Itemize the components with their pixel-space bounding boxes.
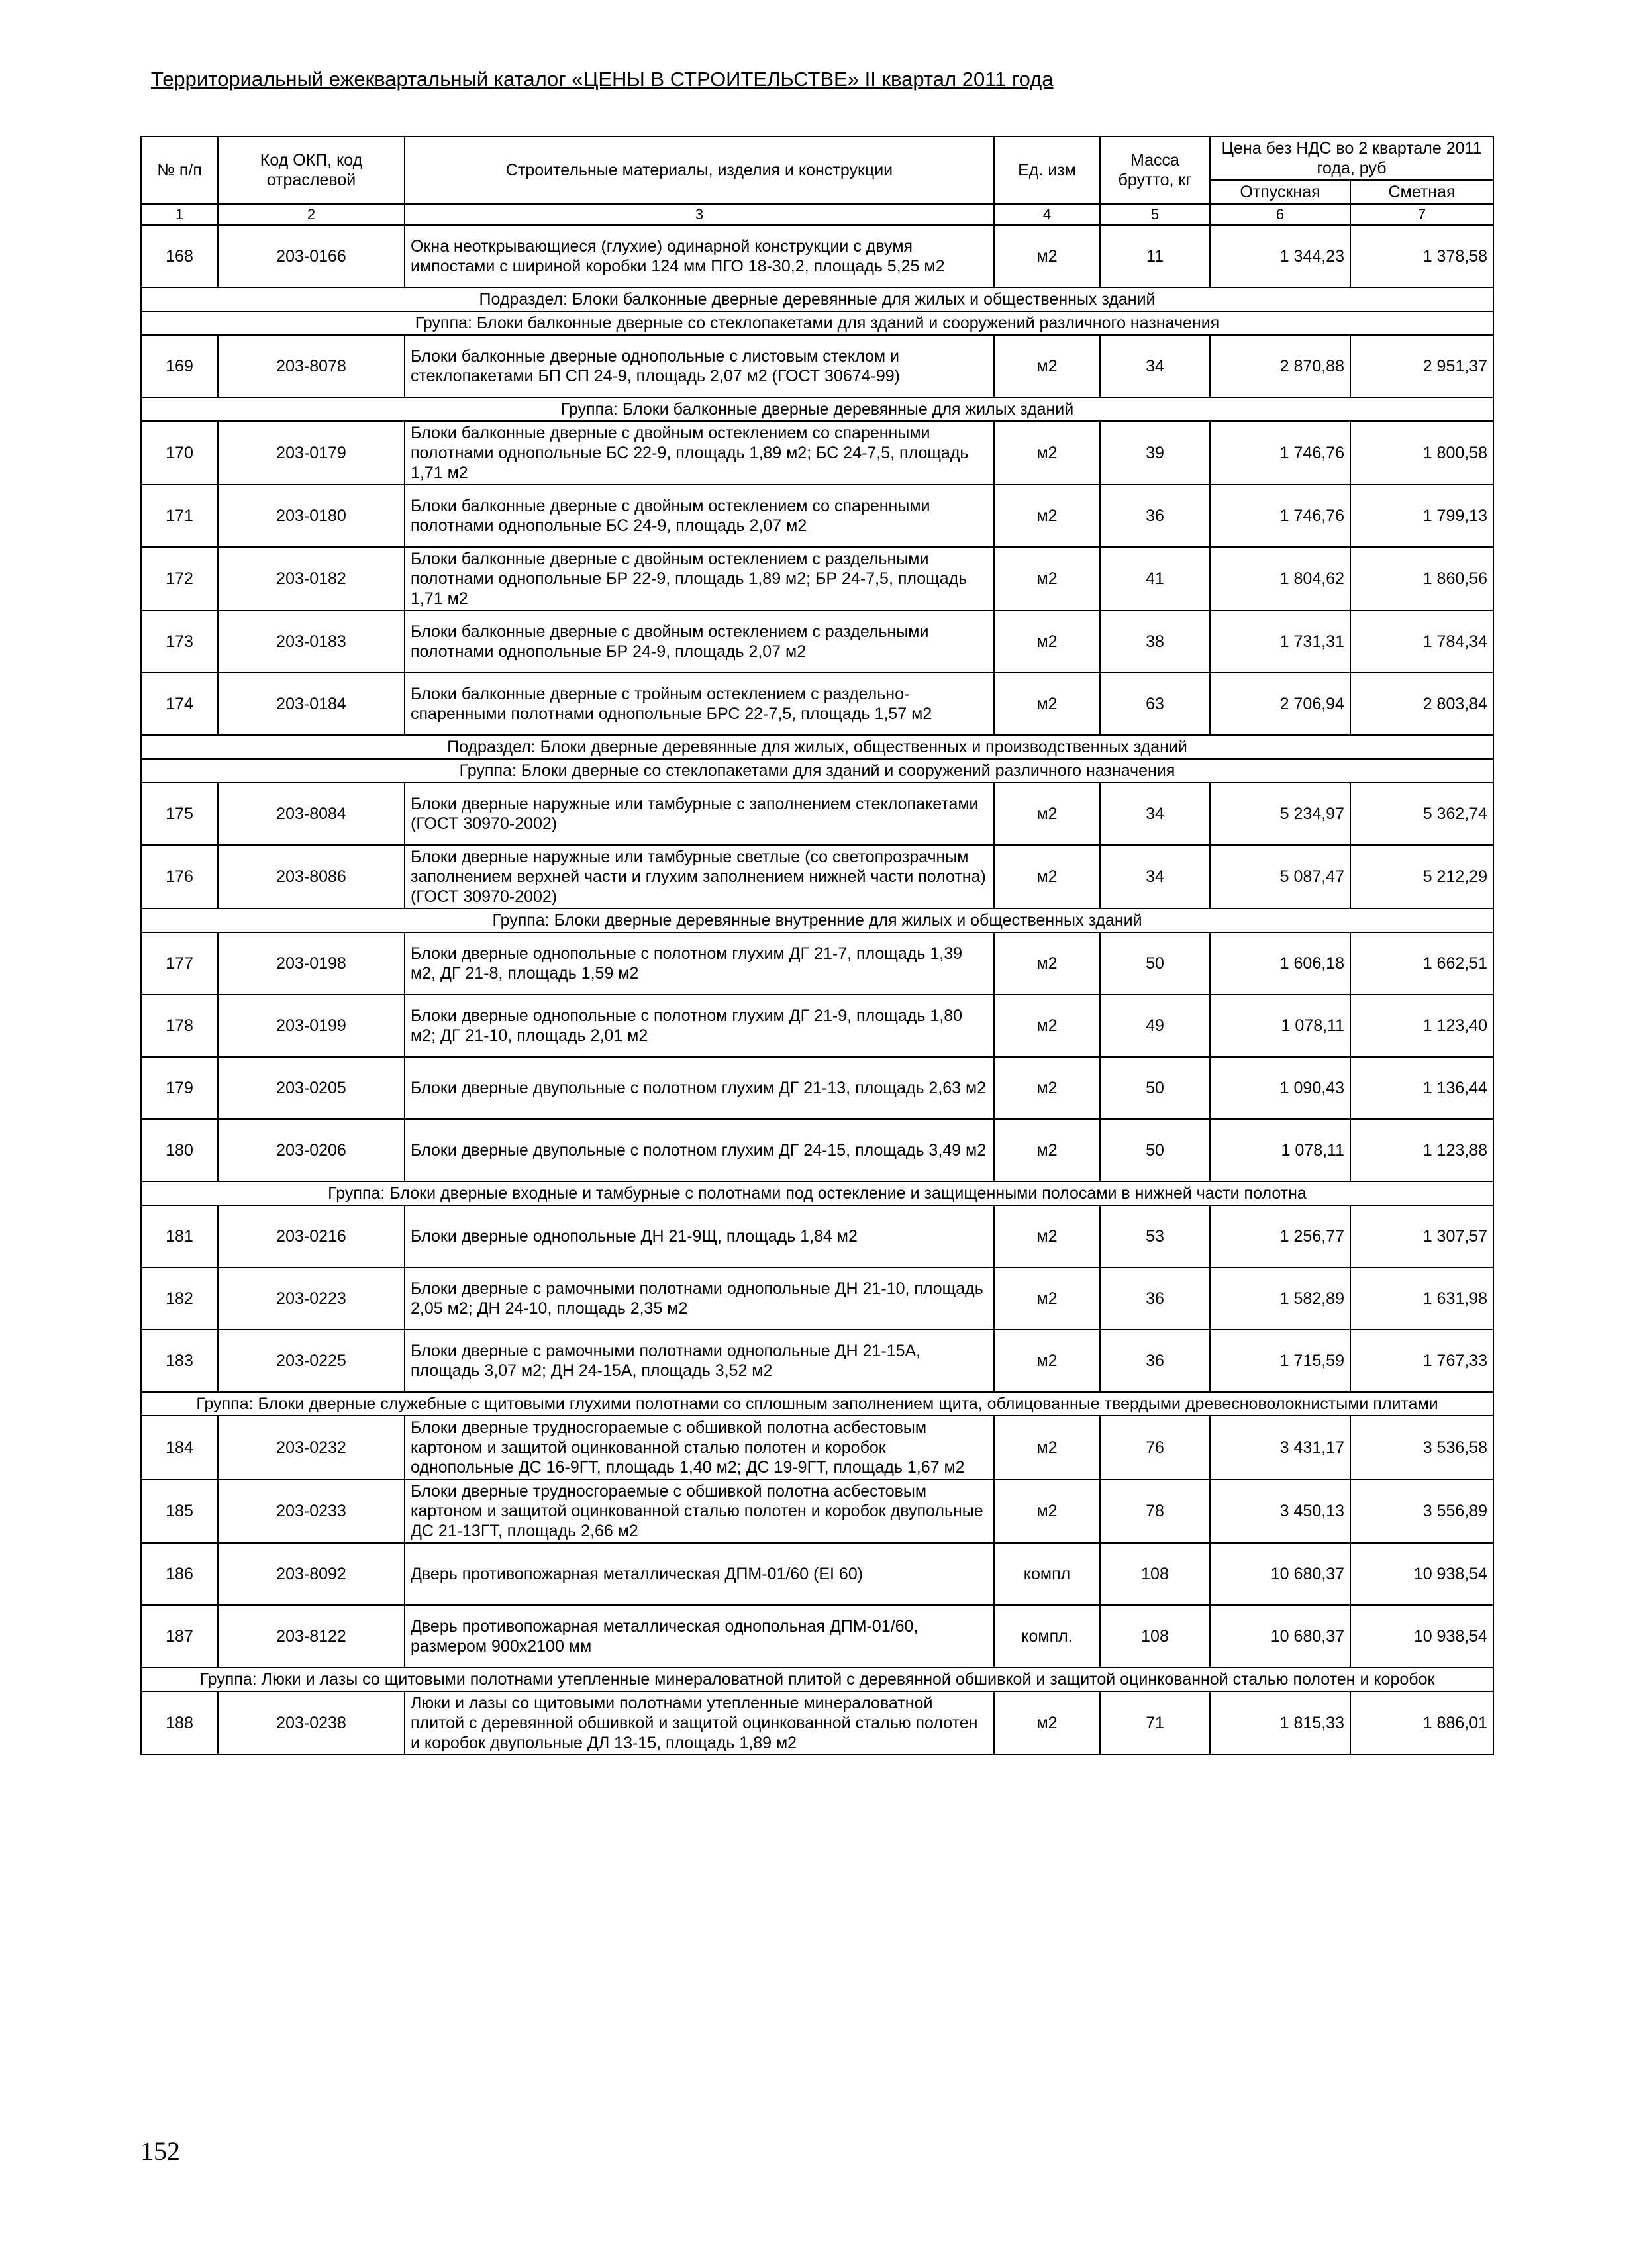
group-title: Группа: Блоки дверные служебные с щитовыми глухими полотнами со сплошным заполнением щита, облицованные твердыми древесноволокнистыми плитами (141, 1392, 1493, 1416)
code-cell: 203-8122 (218, 1605, 405, 1667)
price-release-cell: 1 804,62 (1210, 547, 1350, 611)
row-number-cell: 176 (141, 845, 218, 909)
mass-cell: 78 (1100, 1479, 1210, 1543)
price-estimate-cell: 1 662,51 (1350, 932, 1493, 995)
price-estimate-cell: 1 784,34 (1350, 611, 1493, 673)
header-mass: Масса брутто, кг (1100, 136, 1210, 204)
table-row (141, 421, 1493, 485)
row-number-cell: 187 (141, 1605, 218, 1667)
row-number-cell: 185 (141, 1479, 218, 1543)
mass-cell: 108 (1100, 1543, 1210, 1605)
code-cell: 203-0166 (218, 225, 405, 287)
group-row (141, 1181, 1493, 1205)
code-cell: 203-0232 (218, 1416, 405, 1479)
group-row (141, 759, 1493, 783)
unit-cell: м2 (994, 1479, 1100, 1543)
row-number-cell: 186 (141, 1543, 218, 1605)
price-estimate-cell: 2 951,37 (1350, 335, 1493, 397)
material-name-cell: Блоки дверные трудносгораемые с обшивкой полотна асбестовым картоном и защитой оцинкованной сталью полотен и коробок двупольные ДС 21-13ГТ, площадь 2,66 м2 (405, 1479, 994, 1543)
table-row (141, 845, 1493, 909)
material-name-cell: Блоки балконные дверные с двойным остеклением со спаренными полотнами однопольные БС 24-9, площадь 2,07 м2 (405, 485, 994, 547)
price-estimate-cell: 1 767,33 (1350, 1330, 1493, 1392)
unit-cell: м2 (994, 845, 1100, 909)
column-index-row (141, 204, 1493, 225)
code-cell: 203-0183 (218, 611, 405, 673)
price-estimate-cell: 5 362,74 (1350, 783, 1493, 845)
group-row (141, 1392, 1493, 1416)
price-release-cell: 1 815,33 (1210, 1691, 1350, 1755)
table-row (141, 485, 1493, 547)
unit-cell: м2 (994, 547, 1100, 611)
price-release-cell: 1 090,43 (1210, 1057, 1350, 1119)
unit-cell: м2 (994, 421, 1100, 485)
mass-cell: 50 (1100, 1119, 1210, 1181)
row-number-cell: 171 (141, 485, 218, 547)
row-number-cell: 181 (141, 1205, 218, 1267)
code-cell: 203-0199 (218, 995, 405, 1057)
price-release-cell: 3 431,17 (1210, 1416, 1350, 1479)
group-row (141, 909, 1493, 932)
table-row (141, 547, 1493, 611)
table-row (141, 1543, 1493, 1605)
price-release-cell: 5 234,97 (1210, 783, 1350, 845)
row-number-cell: 180 (141, 1119, 218, 1181)
table-row (141, 1205, 1493, 1267)
group-row (141, 311, 1493, 335)
code-cell: 203-0180 (218, 485, 405, 547)
table-row (141, 995, 1493, 1057)
mass-cell: 34 (1100, 335, 1210, 397)
row-number-cell: 178 (141, 995, 218, 1057)
row-number-cell: 183 (141, 1330, 218, 1392)
group-row (141, 1667, 1493, 1691)
price-estimate-cell: 1 123,40 (1350, 995, 1493, 1057)
material-name-cell: Люки и лазы со щитовыми полотнами утепленные минераловатной плитой с деревянной обшивкой и защитой оцинкованной сталью полотен и коробок двупольные ДЛ 13-15, площадь 1,89 м2 (405, 1691, 994, 1755)
code-cell: 203-0238 (218, 1691, 405, 1755)
mass-cell: 36 (1100, 1330, 1210, 1392)
price-estimate-cell: 1 860,56 (1350, 547, 1493, 611)
group-title: Группа: Блоки дверные со стеклопакетами для зданий и сооружений различного назначения (141, 759, 1493, 783)
price-estimate-cell: 1 123,88 (1350, 1119, 1493, 1181)
material-name-cell: Блоки дверные трудносгораемые с обшивкой полотна асбестовым картоном и защитой оцинкованной сталью полотен и коробок однопольные ДС 16-9ГТ, площадь 1,40 м2; ДС 19-9ГТ, площадь 1,67 м2 (405, 1416, 994, 1479)
price-estimate-cell: 1 800,58 (1350, 421, 1493, 485)
price-release-cell: 1 606,18 (1210, 932, 1350, 995)
price-estimate-cell: 1 307,57 (1350, 1205, 1493, 1267)
row-number-cell: 184 (141, 1416, 218, 1479)
group-title: Группа: Блоки балконные дверные со стеклопакетами для зданий и сооружений различного назначения (141, 311, 1493, 335)
column-index: 4 (994, 204, 1100, 225)
material-name-cell: Дверь противопожарная металлическая однопольная ДПМ-01/60, размером 900х2100 мм (405, 1605, 994, 1667)
price-release-cell: 1 344,23 (1210, 225, 1350, 287)
price-estimate-cell: 10 938,54 (1350, 1543, 1493, 1605)
row-number-cell: 175 (141, 783, 218, 845)
table-row (141, 673, 1493, 735)
table-row (141, 1267, 1493, 1330)
material-name-cell: Блоки дверные однопольные ДН 21-9Щ, площадь 1,84 м2 (405, 1205, 994, 1267)
table-row (141, 1605, 1493, 1667)
table-row (141, 225, 1493, 287)
unit-cell: м2 (994, 673, 1100, 735)
price-release-cell: 10 680,37 (1210, 1543, 1350, 1605)
code-cell: 203-0182 (218, 547, 405, 611)
unit-cell: м2 (994, 1057, 1100, 1119)
price-release-cell: 1 078,11 (1210, 995, 1350, 1057)
header-price-group: Цена без НДС во 2 квартале 2011 года, руб (1210, 136, 1493, 180)
code-cell: 203-8078 (218, 335, 405, 397)
table-row (141, 1330, 1493, 1392)
row-number-cell: 172 (141, 547, 218, 611)
unit-cell: м2 (994, 335, 1100, 397)
price-release-cell: 5 087,47 (1210, 845, 1350, 909)
material-name-cell: Блоки балконные дверные с тройным остеклением с раздельно-спаренными полотнами однопольные БРС 22-7,5, площадь 1,57 м2 (405, 673, 994, 735)
material-name-cell: Блоки дверные однопольные с полотном глухим ДГ 21-7, площадь 1,39 м2, ДГ 21-8, площадь 1,59 м2 (405, 932, 994, 995)
mass-cell: 34 (1100, 845, 1210, 909)
code-cell: 203-0205 (218, 1057, 405, 1119)
mass-cell: 53 (1100, 1205, 1210, 1267)
header-price-release: Отпускная (1210, 180, 1350, 204)
mass-cell: 50 (1100, 932, 1210, 995)
group-title: Группа: Блоки дверные входные и тамбурные с полотнами под остекление и защищенными полосами в нижней части полотна (141, 1181, 1493, 1205)
table-row (141, 1479, 1493, 1543)
catalog-table (140, 136, 1494, 1755)
unit-cell: м2 (994, 611, 1100, 673)
price-estimate-cell: 1 886,01 (1350, 1691, 1493, 1755)
material-name-cell: Дверь противопожарная металлическая ДПМ-01/60 (EI 60) (405, 1543, 994, 1605)
subsection-title: Подраздел: Блоки дверные деревянные для жилых, общественных и производственных зданий (141, 735, 1493, 759)
table-row (141, 1416, 1493, 1479)
price-estimate-cell: 1 631,98 (1350, 1267, 1493, 1330)
unit-cell: м2 (994, 1205, 1100, 1267)
header-unit: Ед. изм (994, 136, 1100, 204)
material-name-cell: Блоки дверные наружные или тамбурные с заполнением стеклопакетами (ГОСТ 30970-2002) (405, 783, 994, 845)
code-cell: 203-8084 (218, 783, 405, 845)
unit-cell: м2 (994, 932, 1100, 995)
code-cell: 203-0225 (218, 1330, 405, 1392)
group-title: Группа: Люки и лазы со щитовыми полотнами утепленные минераловатной плитой с деревянной обшивкой и защитой оцинкованной сталью полотен и коробок (141, 1667, 1493, 1691)
material-name-cell: Блоки балконные дверные с двойным остеклением со спаренными полотнами однопольные БС 22-9, площадь 1,89 м2; БС 24-7,5, площадь 1,71 м2 (405, 421, 994, 485)
material-name-cell: Блоки дверные двупольные с полотном глухим ДГ 24-15, площадь 3,49 м2 (405, 1119, 994, 1181)
price-estimate-cell: 3 556,89 (1350, 1479, 1493, 1543)
price-estimate-cell: 5 212,29 (1350, 845, 1493, 909)
code-cell: 203-0179 (218, 421, 405, 485)
row-number-cell: 169 (141, 335, 218, 397)
unit-cell: м2 (994, 225, 1100, 287)
price-estimate-cell: 1 799,13 (1350, 485, 1493, 547)
group-row (141, 397, 1493, 421)
row-number-cell: 174 (141, 673, 218, 735)
page-header: Территориальный ежеквартальный каталог «ЦЕНЫ В СТРОИТЕЛЬСТВЕ» II квартал 2011 года (151, 68, 1054, 91)
price-release-cell: 10 680,37 (1210, 1605, 1350, 1667)
material-name-cell: Блоки дверные с рамочными полотнами однопольные ДН 21-10, площадь 2,05 м2; ДН 24-10, площадь 2,35 м2 (405, 1267, 994, 1330)
column-index: 3 (405, 204, 994, 225)
material-name-cell: Блоки балконные дверные с двойным остеклением с раздельными полотнами однопольные БР 24-9, площадь 2,07 м2 (405, 611, 994, 673)
price-release-cell: 1 746,76 (1210, 485, 1350, 547)
price-estimate-cell: 10 938,54 (1350, 1605, 1493, 1667)
row-number-cell: 179 (141, 1057, 218, 1119)
material-name-cell: Блоки балконные дверные однопольные с листовым стеклом и стеклопакетами БП СП 24-9, площадь 2,07 м2 (ГОСТ 30674-99) (405, 335, 994, 397)
unit-cell: м2 (994, 1119, 1100, 1181)
unit-cell: м2 (994, 485, 1100, 547)
page-number: 152 (140, 2136, 180, 2166)
code-cell: 203-8086 (218, 845, 405, 909)
price-release-cell: 1 582,89 (1210, 1267, 1350, 1330)
price-release-cell: 1 715,59 (1210, 1330, 1350, 1392)
column-index: 1 (141, 204, 218, 225)
row-number-cell: 188 (141, 1691, 218, 1755)
price-estimate-cell: 2 803,84 (1350, 673, 1493, 735)
unit-cell: м2 (994, 1330, 1100, 1392)
unit-cell: м2 (994, 995, 1100, 1057)
mass-cell: 36 (1100, 485, 1210, 547)
group-title: Группа: Блоки дверные деревянные внутренние для жилых и общественных зданий (141, 909, 1493, 932)
price-release-cell: 3 450,13 (1210, 1479, 1350, 1543)
price-estimate-cell: 1 378,58 (1350, 225, 1493, 287)
table-row (141, 611, 1493, 673)
unit-cell: м2 (994, 1416, 1100, 1479)
material-name-cell: Окна неоткрывающиеся (глухие) одинарной конструкции с двумя импостами с шириной коробки 124 мм ПГО 18-30,2, площадь 5,25 м2 (405, 225, 994, 287)
catalog-body (141, 225, 1493, 1755)
code-cell: 203-0223 (218, 1267, 405, 1330)
code-cell: 203-0206 (218, 1119, 405, 1181)
table-row (141, 1691, 1493, 1755)
price-release-cell: 1 078,11 (1210, 1119, 1350, 1181)
mass-cell: 76 (1100, 1416, 1210, 1479)
mass-cell: 11 (1100, 225, 1210, 287)
row-number-cell: 177 (141, 932, 218, 995)
subsection-title: Подраздел: Блоки балконные дверные деревянные для жилых и общественных зданий (141, 287, 1493, 311)
mass-cell: 63 (1100, 673, 1210, 735)
header-code: Код ОКП, код отраслевой (218, 136, 405, 204)
row-number-cell: 173 (141, 611, 218, 673)
subsection-row (141, 735, 1493, 759)
material-name-cell: Блоки дверные с рамочными полотнами однопольные ДН 21-15А, площадь 3,07 м2; ДН 24-15А, площадь 3,52 м2 (405, 1330, 994, 1392)
subsection-row (141, 287, 1493, 311)
header-materials: Строительные материалы, изделия и конструкции (405, 136, 994, 204)
unit-cell: м2 (994, 1691, 1100, 1755)
code-cell: 203-0216 (218, 1205, 405, 1267)
table-row (141, 1057, 1493, 1119)
material-name-cell: Блоки балконные дверные с двойным остеклением с раздельными полотнами однопольные БР 22-9, площадь 1,89 м2; БР 24-7,5, площадь 1,71 м2 (405, 547, 994, 611)
table-row (141, 1119, 1493, 1181)
header-price-estimate: Сметная (1350, 180, 1493, 204)
unit-cell: компл. (994, 1605, 1100, 1667)
column-index: 6 (1210, 204, 1350, 225)
column-index: 7 (1350, 204, 1493, 225)
unit-cell: компл (994, 1543, 1100, 1605)
mass-cell: 39 (1100, 421, 1210, 485)
column-index: 2 (218, 204, 405, 225)
row-number-cell: 170 (141, 421, 218, 485)
mass-cell: 50 (1100, 1057, 1210, 1119)
code-cell: 203-0198 (218, 932, 405, 995)
price-release-cell: 1 256,77 (1210, 1205, 1350, 1267)
material-name-cell: Блоки дверные двупольные с полотном глухим ДГ 21-13, площадь 2,63 м2 (405, 1057, 994, 1119)
mass-cell: 41 (1100, 547, 1210, 611)
unit-cell: м2 (994, 1267, 1100, 1330)
code-cell: 203-0184 (218, 673, 405, 735)
code-cell: 203-8092 (218, 1543, 405, 1605)
price-release-cell: 2 870,88 (1210, 335, 1350, 397)
mass-cell: 49 (1100, 995, 1210, 1057)
mass-cell: 38 (1100, 611, 1210, 673)
price-release-cell: 1 746,76 (1210, 421, 1350, 485)
group-title: Группа: Блоки балконные дверные деревянные для жилых зданий (141, 397, 1493, 421)
price-estimate-cell: 1 136,44 (1350, 1057, 1493, 1119)
table-row (141, 783, 1493, 845)
code-cell: 203-0233 (218, 1479, 405, 1543)
mass-cell: 36 (1100, 1267, 1210, 1330)
material-name-cell: Блоки дверные наружные или тамбурные светлые (со светопрозрачным заполнением верхней части и глухим заполнением нижней части полотна) (ГОСТ 30970-2002) (405, 845, 994, 909)
row-number-cell: 168 (141, 225, 218, 287)
mass-cell: 34 (1100, 783, 1210, 845)
price-estimate-cell: 3 536,58 (1350, 1416, 1493, 1479)
mass-cell: 71 (1100, 1691, 1210, 1755)
material-name-cell: Блоки дверные однопольные с полотном глухим ДГ 21-9, площадь 1,80 м2; ДГ 21-10, площадь 2,01 м2 (405, 995, 994, 1057)
header-num: № п/п (141, 136, 218, 204)
table-row (141, 932, 1493, 995)
price-release-cell: 2 706,94 (1210, 673, 1350, 735)
table-row (141, 335, 1493, 397)
column-index: 5 (1100, 204, 1210, 225)
unit-cell: м2 (994, 783, 1100, 845)
mass-cell: 108 (1100, 1605, 1210, 1667)
row-number-cell: 182 (141, 1267, 218, 1330)
price-release-cell: 1 731,31 (1210, 611, 1350, 673)
